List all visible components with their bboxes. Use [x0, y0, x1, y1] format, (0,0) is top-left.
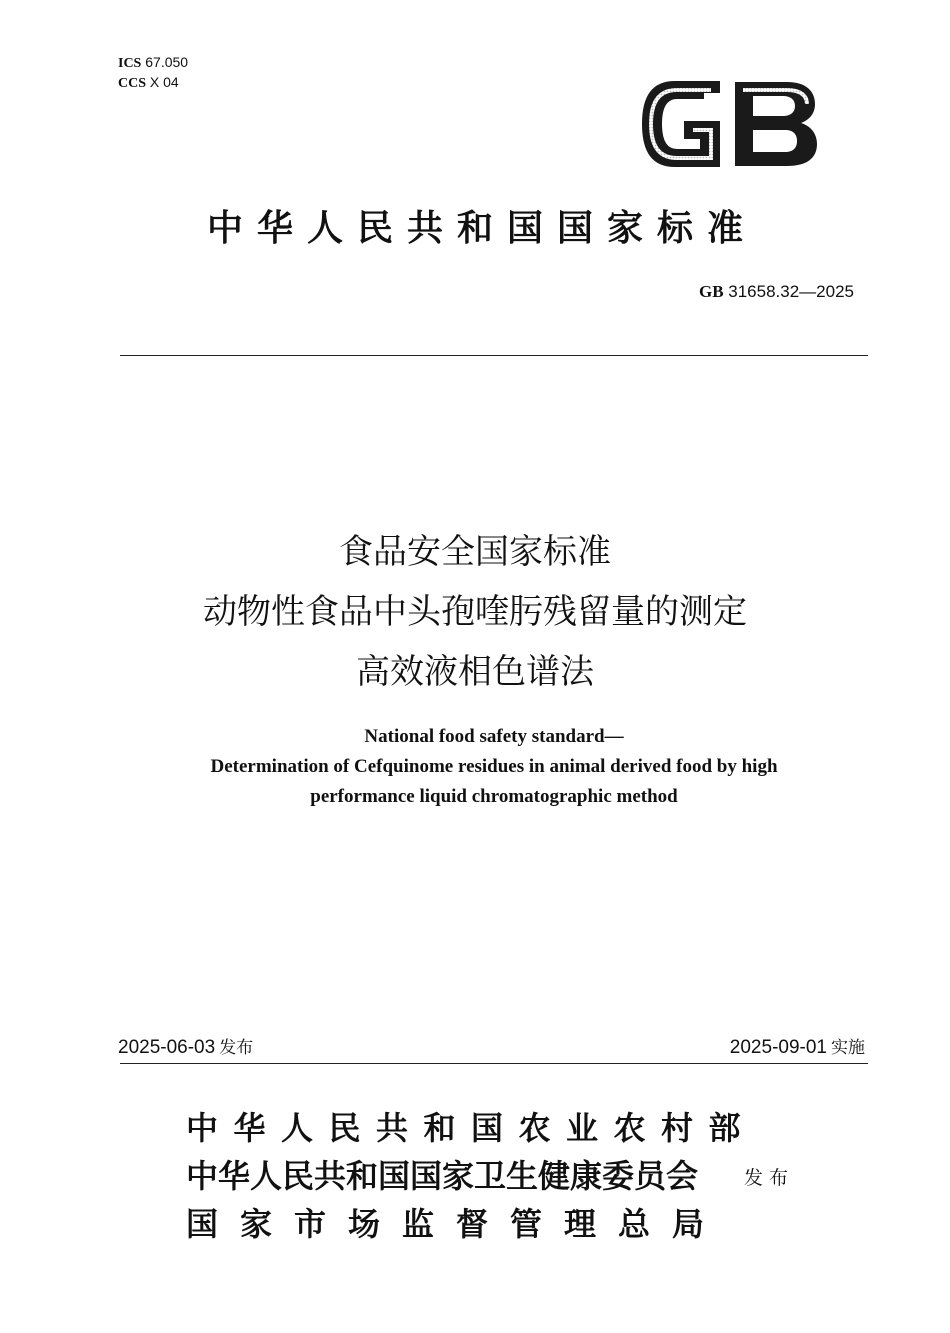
- ics-label: ICS: [118, 56, 142, 71]
- implementation-date-value: 2025-09-01: [729, 1037, 827, 1058]
- implementation-date: [730, 1036, 865, 1060]
- issue-date-label: 发布: [219, 1038, 254, 1058]
- standard-number: [699, 282, 854, 302]
- title-zh-line: 食品安全国家标准: [339, 532, 611, 572]
- issuer-name: 中华人民共和国国家卫生健康委员会: [186, 1157, 699, 1195]
- issue-date-value: 2025-06-03: [118, 1037, 216, 1058]
- title-en-line: performance liquid chromatographic method: [310, 786, 678, 807]
- ics-value: 67.050: [145, 54, 189, 70]
- title-english: [120, 722, 868, 812]
- issue-verb: 发布: [744, 1167, 795, 1189]
- ccs-value: X 04: [149, 74, 179, 90]
- standard-number-value: 31658.32—2025: [728, 282, 854, 301]
- title-en-line: Determination of Cefquinome residues in animal derived food by high: [210, 756, 778, 777]
- standard-prefix: GB: [698, 282, 724, 301]
- title-chinese: [0, 522, 950, 702]
- issuer-name: 中华人民共和国农业农村部: [186, 1109, 757, 1147]
- implementation-date-label: 实施: [831, 1038, 865, 1058]
- issuing-authorities: [186, 1104, 756, 1248]
- ccs-code: [118, 74, 179, 92]
- issuer-name: 国家市场监督管理总局: [186, 1205, 727, 1243]
- ics-code: [118, 54, 188, 72]
- gb-logo: [639, 78, 821, 170]
- top-divider: [120, 355, 868, 356]
- gb-logo-text: GB: [730, 128, 732, 129]
- title-zh-line: 动物性食品中头孢喹肟残留量的测定: [203, 592, 747, 632]
- national-standard-heading: 中华人民共和国国家标准: [206, 207, 757, 249]
- ccs-label: CCS: [118, 76, 147, 91]
- title-zh-line: 高效液相色谱法: [356, 652, 594, 692]
- title-en-line: National food safety standard—: [364, 726, 624, 747]
- issue-date: [118, 1036, 253, 1060]
- bottom-divider: [120, 1063, 868, 1064]
